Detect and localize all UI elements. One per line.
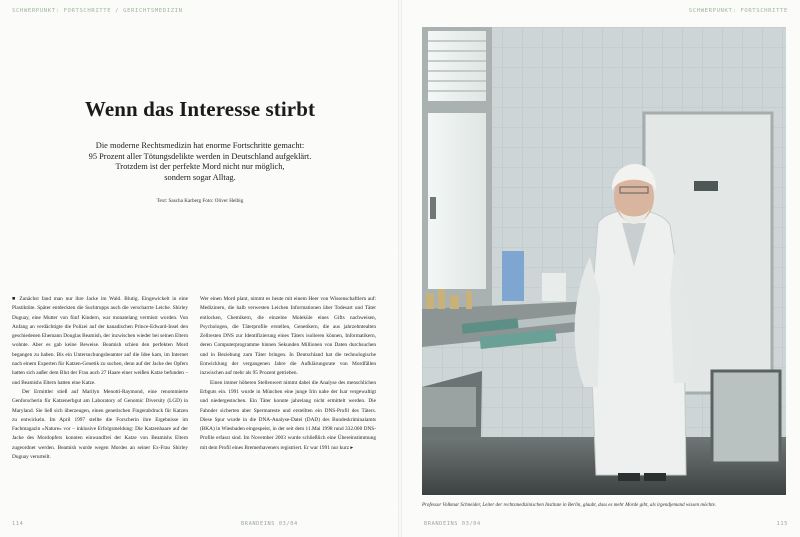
paragraph: Der Ermittler stieß auf Marilyn Menotti-Raymond, eine renommierte Genforscherin für Katzenerbgut am Laboratory of Genomic Diversity (LGD) in Maryland. Sie ließ sich überzeugen, einen genetischen Fingerabdruck für Katzen zu entwickeln. Im April 1997 stellte die Forscherin ihre Ergebnisse im Fachmagazin »Nature« vor – inklusive Erfolgsmeldung: Die Katzenhaare auf der Jacke des Mordopfers konnten einwandfrei der Katze von Beamishs Eltern zugeordnet werden. Beamish wurde wegen Mordes an seiner Ex-Frau Shirley Duguay verurteilt. [12, 388, 188, 461]
author-credit: Text: Sascha Karberg Foto: Oliver Helbig [156, 198, 244, 204]
page-number-right: 115 [776, 521, 788, 527]
body-column-1 [12, 295, 188, 462]
article-lead [40, 141, 360, 183]
paragraph: ■ Zunächst fand man nur ihre Jacke im Wald. Blutig. Eingewickelt in eine Plastiktüte. Später entdeckten die Suchtrupps auch die verscharrte Leiche. Shirley Duguay, eine Mutter von fünf Kindern, war monatelang vermisst worden. Von Anfang an verdächtigte die Polizei auf der kanadischen Prince-Edward-Insel den geschiedenen Ehemann Douglas Beamish, der inzwischen wieder bei seinen Eltern wohnte. Aber es gab keine Beweise. Beamish schien den perfekten Mord begangen zu haben. Bis ein Untersuchungsbeamter auf die Idee kam, im Internet nach einem Experten für Katzen-Genetik zu suchen, denn auf der Jacke des Opfers hatten sich außer dem Blut der Frau auch 27 Haare einer weißen Katze befunden – und Beamishs Eltern hatten eine Katze. [12, 296, 188, 386]
body-column-2 [200, 295, 376, 453]
white-container [542, 273, 566, 301]
steel-cart [712, 371, 780, 463]
left-shoe [618, 473, 640, 481]
window-handle [430, 197, 436, 219]
photo-caption: Professor Volkmar Schneider, Leiter der rechtsmedizinischen Institute in Berlin, glaubt, dass es mehr Morde gibt, als irgendjemand wissen möchte. [422, 503, 717, 508]
section-rubric-right: SCHWERPUNKT: FORTSCHRITTE [688, 8, 788, 14]
portrait-photo [422, 27, 786, 495]
lead-line-1: Die moderne Rechtsmedizin hat enorme Fortschritte gemacht: [95, 141, 305, 150]
right-page [400, 0, 800, 537]
spread-gutter [398, 0, 402, 537]
lead-line-4: sondern sogar Alltag. [164, 172, 236, 182]
article-title: Wenn das Interesse stirbt [84, 97, 316, 121]
window-lower-pane [428, 113, 486, 289]
lead-line-3: Trotzdem ist der perfekte Mord nicht nur möglich, [115, 162, 285, 172]
sink-basin [422, 387, 476, 427]
right-shoe [644, 473, 666, 481]
page-number-left: 114 [12, 521, 24, 527]
section-rubric-left: SCHWERPUNKT: FORTSCHRITTE / GERICHTSMEDIZIN [12, 8, 183, 14]
lab-portrait-illustration [422, 27, 786, 495]
lead-line-2: 95 Prozent aller Tötungsdelikte werden in Deutschland aufgeklärt. [88, 151, 312, 161]
magazine-name-left: BRANDEINS 03/04 [241, 521, 298, 527]
magazine-name-right: BRANDEINS 03/04 [424, 521, 481, 527]
door-sign [694, 181, 718, 191]
blue-bag [502, 251, 524, 301]
paragraph: Wer einen Mord plant, nimmt es heute mit einem Heer von Wissenschaftlern auf: Medizinern, die halb verwesten Leichen Informationen über Todesart und Täter entlocken, Chemikern, die einzelne Moleküle eines Gifts nachweisen, Psychologen, die Täterprofile erstellen, Genetikern, die aus jahrzehntealten Zellresten DNS zur Identifizierung eines Täters isolieren können, Informatikern, deren Computerprogramme binnen Sekunden Millionen von Daten durchsuchen und in Beziehung zum Täter bringen. In Deutschland hat die technologische Entwicklung der vergangenen Jahre die Aufklärungsrate von Mordfällen inzwischen auf mehr als 95 Prozent getrieben. [200, 296, 376, 377]
paragraph: Einen immer höheren Stellenwert nimmt dabei die Analyse des menschlichen Erbguts ein. 1991 wurde in München eine junge Irin nahe der Isar vergewaltigt und niedergestochen. Ein Täter konnte jahrelang nicht ermittelt werden. Die Fahnder sicherten aber Spermareste und erstellten ein DNS-Profil des Täters. Diese Spur wurde in die DNA-Analyse-Datei (DAD) des Bundeskriminalamts (BKA) in Wiesbaden eingespeist, in der seit dem 11.Mai 1998 rund 332.000 DNS-Profile erfasst sind. Im November 2003 wurde schließlich eine Übereinstimmung mit dem Profil eines Bremerhaveners registriert. Er war 1991 nur kurz ▸ [200, 379, 376, 451]
